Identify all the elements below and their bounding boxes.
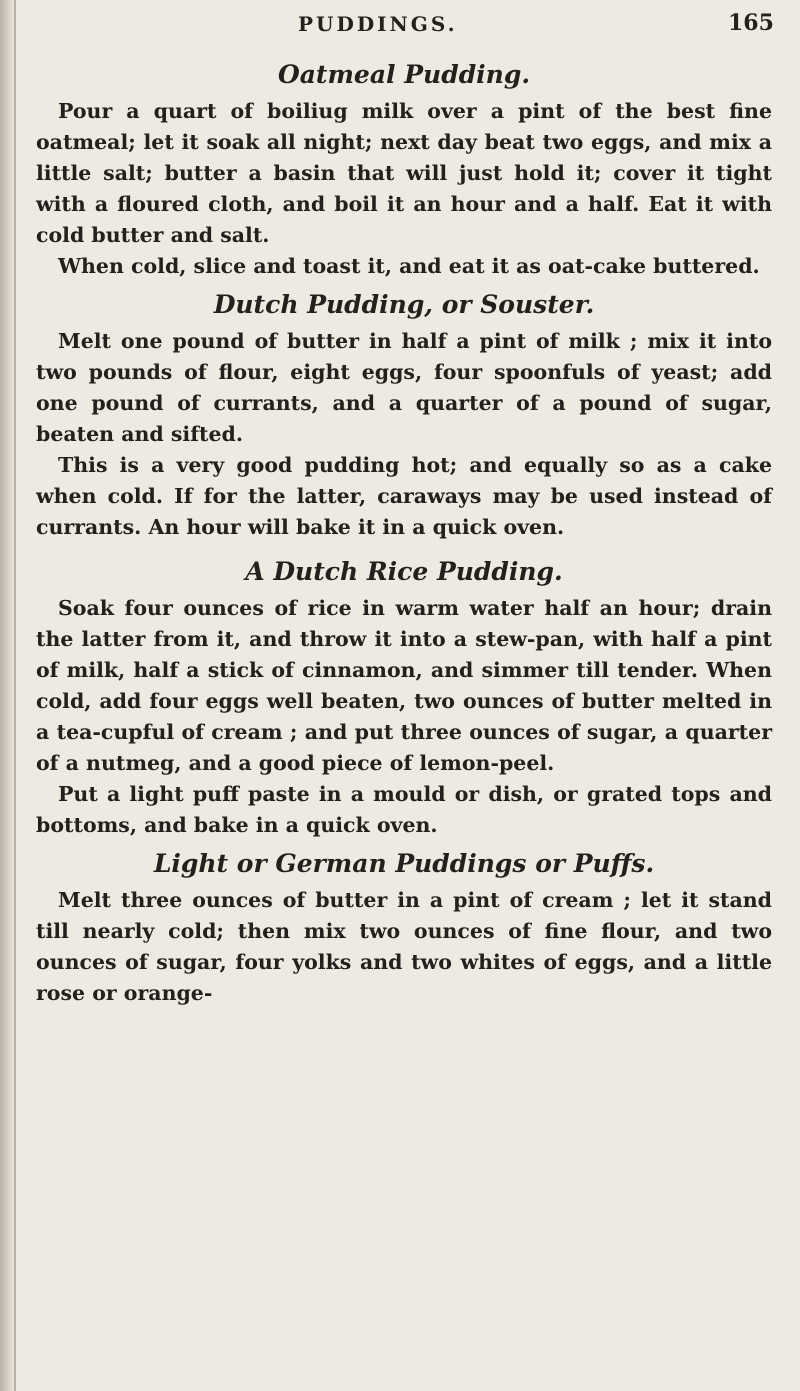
recipe-title: Oatmeal Pudding. [277,60,531,89]
recipe-paragraph: Melt one pound of butter in half a pint of milk ; mix it into two pounds of flour, eight eggs, four spoonfuls of yeast; add one pound of currants, and a quarter of a pound of sugar, beaten and sifted. [36,329,772,446]
recipe-oatmeal-pudding [36,54,772,282]
running-title: PUDDINGS. [298,12,458,36]
page-number: 165 [728,10,774,36]
recipe-title: Light or German Puddings or Puffs. [153,849,655,878]
recipe-paragraph: Pour a quart of boiliug milk over a pint of the best fine oatmeal; let it soak all night; next day beat two eggs, and mix a little salt; butter a basin that will just hold it; cover it tight with a floured cloth, and boil it an hour and a half. Eat it with cold butter and salt. [36,99,772,247]
running-head [0,8,800,42]
recipe-paragraph: When cold, slice and toast it, and eat it as oat-cake buttered. [58,254,760,278]
recipe-dutch-rice-pudding [36,551,772,841]
recipe-paragraph: Soak four ounces of rice in warm water half an hour; drain the latter from it, and throw it into a stew-pan, with half a pint of milk, half a stick of cinnamon, and simmer till tender. When cold, add four eggs well beaten, two ounces of butter melted in a tea-cupful of cream ; and put three ounces of sugar, a quarter of a nutmeg, and a good piece of lemon-peel. [36,596,772,775]
recipe-title: Dutch Pudding, or Souster. [213,290,595,319]
page-body [36,50,772,1009]
recipe-light-german-puddings [36,843,772,1009]
recipe-paragraph: Melt three ounces of butter in a pint of cream ; let it stand till nearly cold; then mix two ounces of fine flour, and two ounces of sugar, four yolks and two whites of eggs, and a little rose or orange- [36,888,772,1005]
recipe-dutch-pudding [36,284,772,543]
binding-edge-line [14,0,16,1391]
recipe-paragraph: This is a very good pudding hot; and equally so as a cake when cold. If for the latter, caraways may be used instead of currants. An hour will bake it in a quick oven. [36,453,772,539]
recipe-title: A Dutch Rice Pudding. [245,557,563,586]
recipe-paragraph: Put a light puff paste in a mould or dish, or grated tops and bottoms, and bake in a quick oven. [36,782,772,837]
